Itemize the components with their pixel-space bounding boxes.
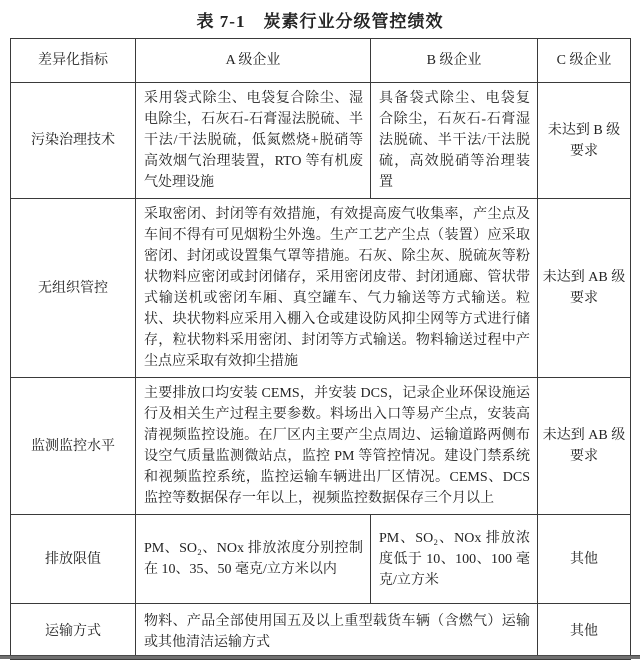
page-bottom-edge — [0, 655, 640, 659]
table-row-emission-limit — [11, 515, 631, 604]
table-row-pollution-control — [11, 83, 631, 199]
grade-ab-cell: 主要排放口均安装 CEMS，并安装 DCS，记录企业环保设施运行及相关生产过程主要参数。料场出入口等易产尘点，安装高清视频监控设施。在厂区内主要产尘点周边、运输道路两侧布设空气质量监测微站点，监控 PM 等管控情况。建设门禁系统和视频监控系统，监控运输车辆进出厂区情况。CEMS、DCS 监控等数据保存一年以上，视频监控数据保存三个月以上 — [136, 378, 538, 515]
grade-a-cell: 采用袋式除尘、电袋复合除尘、湿电除尘，石灰石-石膏湿法脱硫、半干法/干法脱硫，低氮燃烧+脱硝等高效烟气治理装置，RTO 等有机废气处理设施 — [136, 83, 371, 199]
grade-b-cell: 具备袋式除尘、电袋复合除尘，石灰石-石膏湿法脱硫、半干法/干法脱硫，高效脱硝等治理装置 — [371, 83, 538, 199]
grade-c-cell: 其他 — [538, 515, 631, 604]
table-row-fugitive-emission-control — [11, 199, 631, 378]
table-row-transport-mode — [11, 604, 631, 660]
table-title: 表 7-1 炭素行业分级管控绩效 — [196, 12, 444, 31]
table-row-monitoring-level — [11, 378, 631, 515]
grade-b-cell: PM、SO₂、NOx 排放浓度低于 10、100、100 毫克/立方米 — [371, 515, 538, 604]
indicator-cell: 无组织管控 — [11, 199, 136, 378]
grade-c-cell: 未达到 B 级要求 — [538, 83, 631, 199]
grade-c-cell: 未达到 AB 级要求 — [538, 378, 631, 515]
grade-a-cell: PM、SO₂、NOx 排放浓度分别控制在 10、35、50 毫克/立方米以内 — [136, 515, 371, 604]
grade-ab-cell: 采取密闭、封闭等有效措施，有效提高废气收集率，产尘点及车间不得有可见烟粉尘外逸。生产工艺产尘点（装置）应采取密闭、封闭或设置集气罩等措施。石灰、除尘灰、脱硫灰等粉状物料应密闭或封闭储存，采用密闭皮带、封闭通廊、管状带式输送机或密闭车厢、真空罐车、气力输送等方式输送。粒状、块状物料应采用入棚入仓或建设防风抑尘网等方式进行储存，粒状物料采用密闭、封闭等方式输送。物料输送过程中产尘点应采取有效抑尘措施 — [136, 199, 538, 378]
grade-ab-cell: 物料、产品全部使用国五及以上重型载货车辆（含燃气）运输或其他清洁运输方式 — [136, 604, 538, 660]
indicator-cell: 排放限值 — [11, 515, 136, 604]
grade-c-cell: 未达到 AB 级要求 — [538, 199, 631, 378]
indicator-cell: 污染治理技术 — [11, 83, 136, 199]
col-header-grade-c: C 级企业 — [538, 39, 631, 83]
indicator-cell: 运输方式 — [11, 604, 136, 660]
col-header-grade-b: B 级企业 — [371, 39, 538, 83]
header-row — [11, 39, 631, 83]
grade-control-table — [10, 38, 631, 660]
col-header-indicator: 差异化指标 — [11, 39, 136, 83]
grade-c-cell: 其他 — [538, 604, 631, 660]
indicator-cell: 监测监控水平 — [11, 378, 136, 515]
col-header-grade-a: A 级企业 — [136, 39, 371, 83]
